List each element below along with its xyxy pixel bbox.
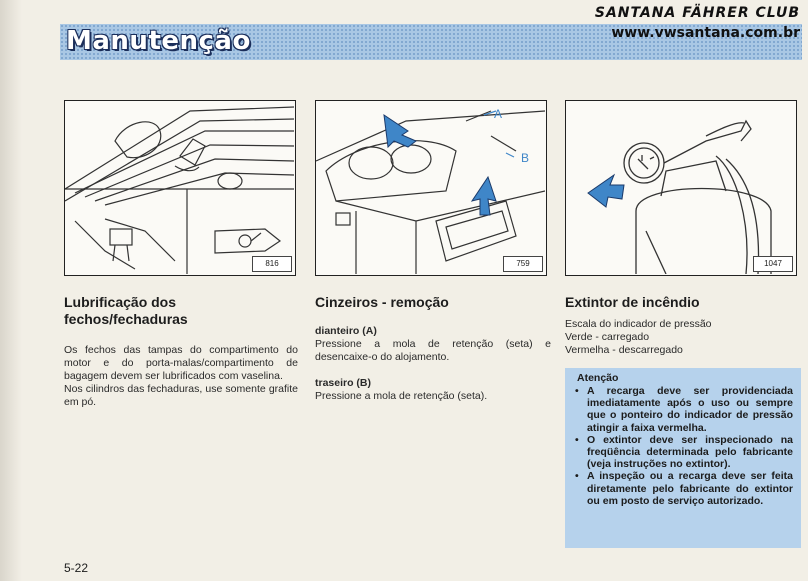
notice-title: Atenção [577,372,619,384]
bullet-icon: • [575,433,579,446]
ashtray-text [315,325,551,403]
club-url: www.vwsantana.com.br [611,25,800,41]
ashtray-front-text: Pressione a mola de retenção (seta) e desencaixe-o do alojamento. [315,338,551,363]
label-a: A [494,107,503,121]
lock-illustration [65,101,294,274]
ashtray-rear-label: traseiro (B) [315,377,372,389]
extinguisher-line-2: Verde - carregado [565,331,650,343]
notice-item: • A recarga deve ser providenciada imediatamente após o uso ou sempre que o ponteiro do indicador de pressão atingir a faixa vermelha. [575,385,793,434]
warning-notice-box [565,368,801,548]
ashtray-rear-text: Pressione a mola de retenção (seta). [315,390,488,402]
figure-number: 816 [252,256,292,272]
bullet-icon: • [575,470,579,483]
lubrication-paragraph-2: Nos cilindros das fechaduras, use somente grafite em pó. [64,383,298,408]
notice-item: • O extintor deve ser inspecionado na freqüência determinada pelo fabricante (veja instruções no extintor). [575,433,793,471]
figure-lock-lubrication [64,100,296,276]
ashtray-front-label: dianteiro (A) [315,325,377,337]
lubrication-heading: Lubrificação dos fechos/fechaduras [64,294,188,327]
figure-number: 1047 [753,256,793,272]
extinguisher-illustration [566,101,795,274]
extinguisher-heading: Extintor de incêndio [565,294,700,310]
extinguisher-line-3: Vermelha - descarregado [565,344,683,356]
label-b: B [521,151,530,165]
page-number: 5-22 [64,561,89,575]
figure-ashtray-removal [315,100,547,276]
club-name: SANTANA FÄHRER CLUB [594,5,800,21]
lubrication-text [64,344,298,409]
page-title: Manutenção [66,26,251,56]
notice-item: • A inspeção ou a recarga deve ser feita diretamente pelo fabricante do extintor ou em posto de serviço autorizado. [575,470,793,507]
notice-list [573,385,793,507]
ashtray-heading: Cinzeiros - remoção [315,294,449,310]
bullet-icon: • [575,385,579,397]
extinguisher-text [565,318,795,357]
figure-number: 759 [503,256,543,272]
figure-fire-extinguisher [565,100,797,276]
page-binding-shadow [0,0,22,581]
lubrication-paragraph-1: Os fechos das tampas do compartimento do motor e do porta-malas/compartimento de bagagem devem ser lubrificados com vaselina. [64,344,298,382]
extinguisher-line-1: Escala do indicador de pressão [565,318,712,330]
ashtray-illustration [316,101,545,274]
